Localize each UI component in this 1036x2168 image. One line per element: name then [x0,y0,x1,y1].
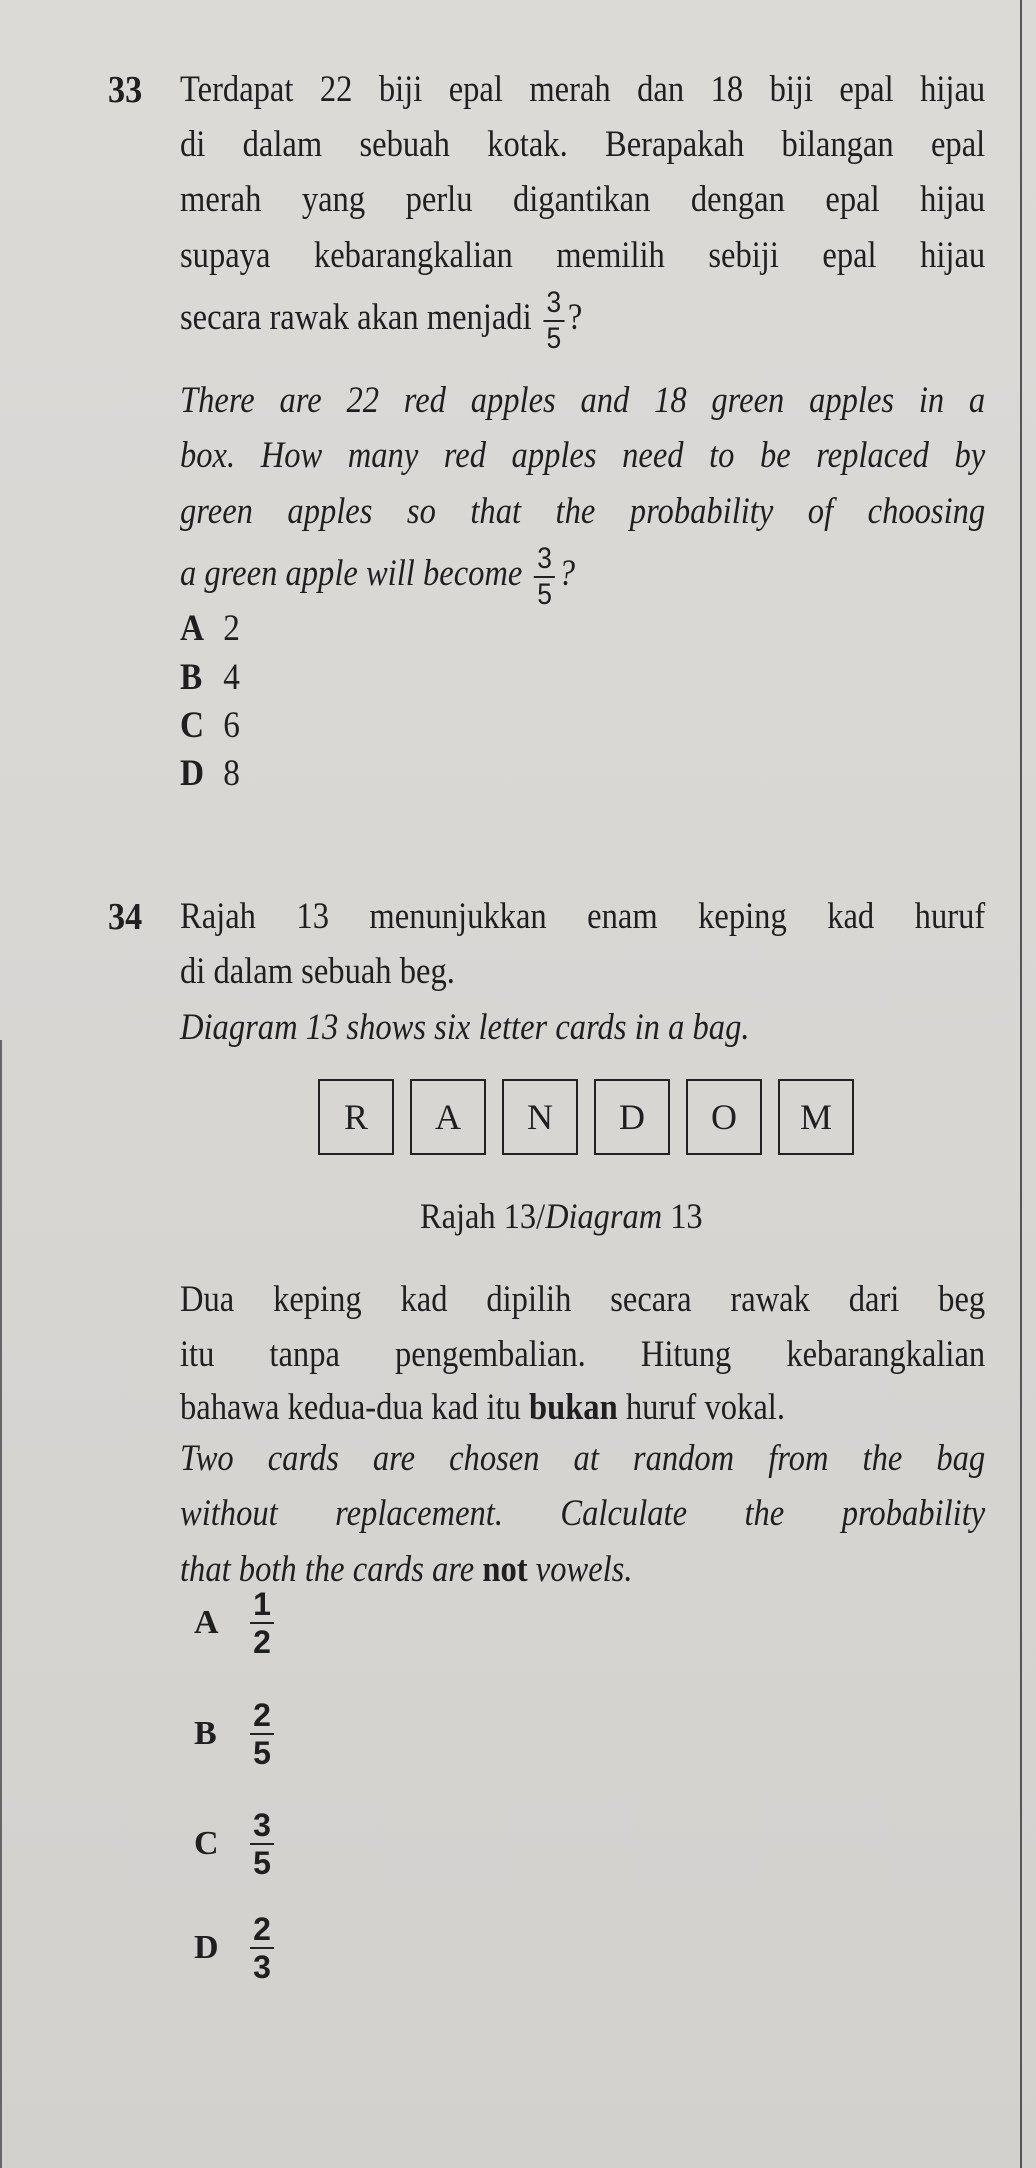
q34-english-line [180,1548,985,1592]
question-number: 33 [108,69,143,111]
option-letter: C [180,705,205,746]
text: vowels. [527,1549,633,1590]
page-border-right [1020,0,1022,2168]
q33-english-line [180,542,985,610]
q33-malay-line: di dalam sebuah kotak. Berapakah bilangan epal [180,124,986,165]
option-b[interactable] [194,1699,278,1769]
option-a[interactable] [194,1588,278,1658]
fraction [250,1588,274,1658]
page-border-left [0,1040,2,2168]
letter-card: N [502,1079,578,1155]
option-letter: A [180,608,205,649]
option-value: 4 [223,657,240,698]
caption-english: Diagram [545,1196,663,1236]
letter-card: R [318,1079,394,1155]
option-value: 6 [223,705,240,746]
emphasis: not [482,1549,528,1590]
option-c[interactable] [180,704,240,747]
letter-cards-diagram [318,1079,854,1155]
q34-malay-line [180,1386,985,1430]
question-number: 34 [108,896,143,938]
q34-english-line: Two cards are chosen at random from the bag [180,1438,986,1479]
option-b[interactable] [180,656,240,699]
letter-card: O [686,1079,762,1155]
numerator: 3 [253,1807,271,1843]
text: that both the cards are [180,1549,483,1590]
q34-intro-english: Diagram 13 shows six letter cards in a bag. [180,1007,750,1048]
q33-malay-line: merah yang perlu digantikan dengan epal hijau [180,179,986,220]
denominator: 3 [253,1949,271,1985]
question-mark: ? [558,553,575,594]
q33-english-text: a green apple will become [180,553,523,594]
denominator: 2 [253,1624,271,1660]
fraction [250,1913,274,1983]
text: bahawa kedua-dua kad itu [180,1387,529,1428]
q34-english-line: without replacement. Calculate the probability [180,1493,986,1534]
q33-malay-line: Terdapat 22 biji epal merah dan 18 biji epal hijau [180,69,986,110]
q33-malay-line [180,286,985,354]
fraction [250,1809,274,1879]
caption-malay: Rajah 13/ [420,1196,546,1236]
fraction [534,541,555,611]
option-d[interactable] [180,752,240,795]
emphasis: bukan [528,1387,618,1428]
option-letter: D [180,753,205,794]
q33-malay-line: supaya kebarangkalian memilih sebiji epal hijau [180,235,986,276]
q33-english-line: box. How many red apples need to be replaced by [180,435,986,476]
denominator: 5 [537,577,552,611]
fraction [543,285,564,355]
denominator: 5 [253,1845,271,1881]
option-letter: D [194,1929,219,1966]
q34-intro-line: Rajah 13 menunjukkan enam keping kad huruf [180,896,986,937]
denominator: 5 [253,1735,271,1771]
q34-malay-line: itu tanpa pengembalian. Hitung kebarangkalian [180,1334,986,1375]
numerator: 3 [546,285,562,319]
text: huruf vokal. [617,1387,785,1428]
option-value: 8 [223,753,240,794]
option-letter: B [180,657,203,698]
question-mark: ? [567,297,583,338]
option-a[interactable] [180,607,240,650]
q33-english-line: green apples so that the probability of choosing [180,491,986,532]
letter-card: A [410,1079,486,1155]
letter-card: M [778,1079,854,1155]
q33-malay-text: secara rawak akan menjadi [180,297,532,338]
caption-number: 13 [662,1196,703,1236]
diagram-caption [420,1195,703,1237]
denominator: 5 [546,321,562,355]
option-value: 2 [223,608,240,649]
option-letter: A [194,1604,219,1641]
numerator: 2 [253,1697,271,1733]
option-d[interactable] [194,1913,278,1983]
q34-malay-line: Dua keping kad dipilih secara rawak dari beg [180,1279,986,1320]
q33-english-line: There are 22 red apples and 18 green apples in a [180,380,986,421]
option-letter: C [194,1825,219,1862]
numerator: 2 [253,1911,271,1947]
option-c[interactable] [194,1809,278,1879]
q34-intro-line: di dalam sebuah beg. [180,951,455,992]
letter-card: D [594,1079,670,1155]
fraction [250,1699,274,1769]
numerator: 1 [253,1586,271,1622]
numerator: 3 [537,541,552,575]
option-letter: B [194,1715,217,1752]
